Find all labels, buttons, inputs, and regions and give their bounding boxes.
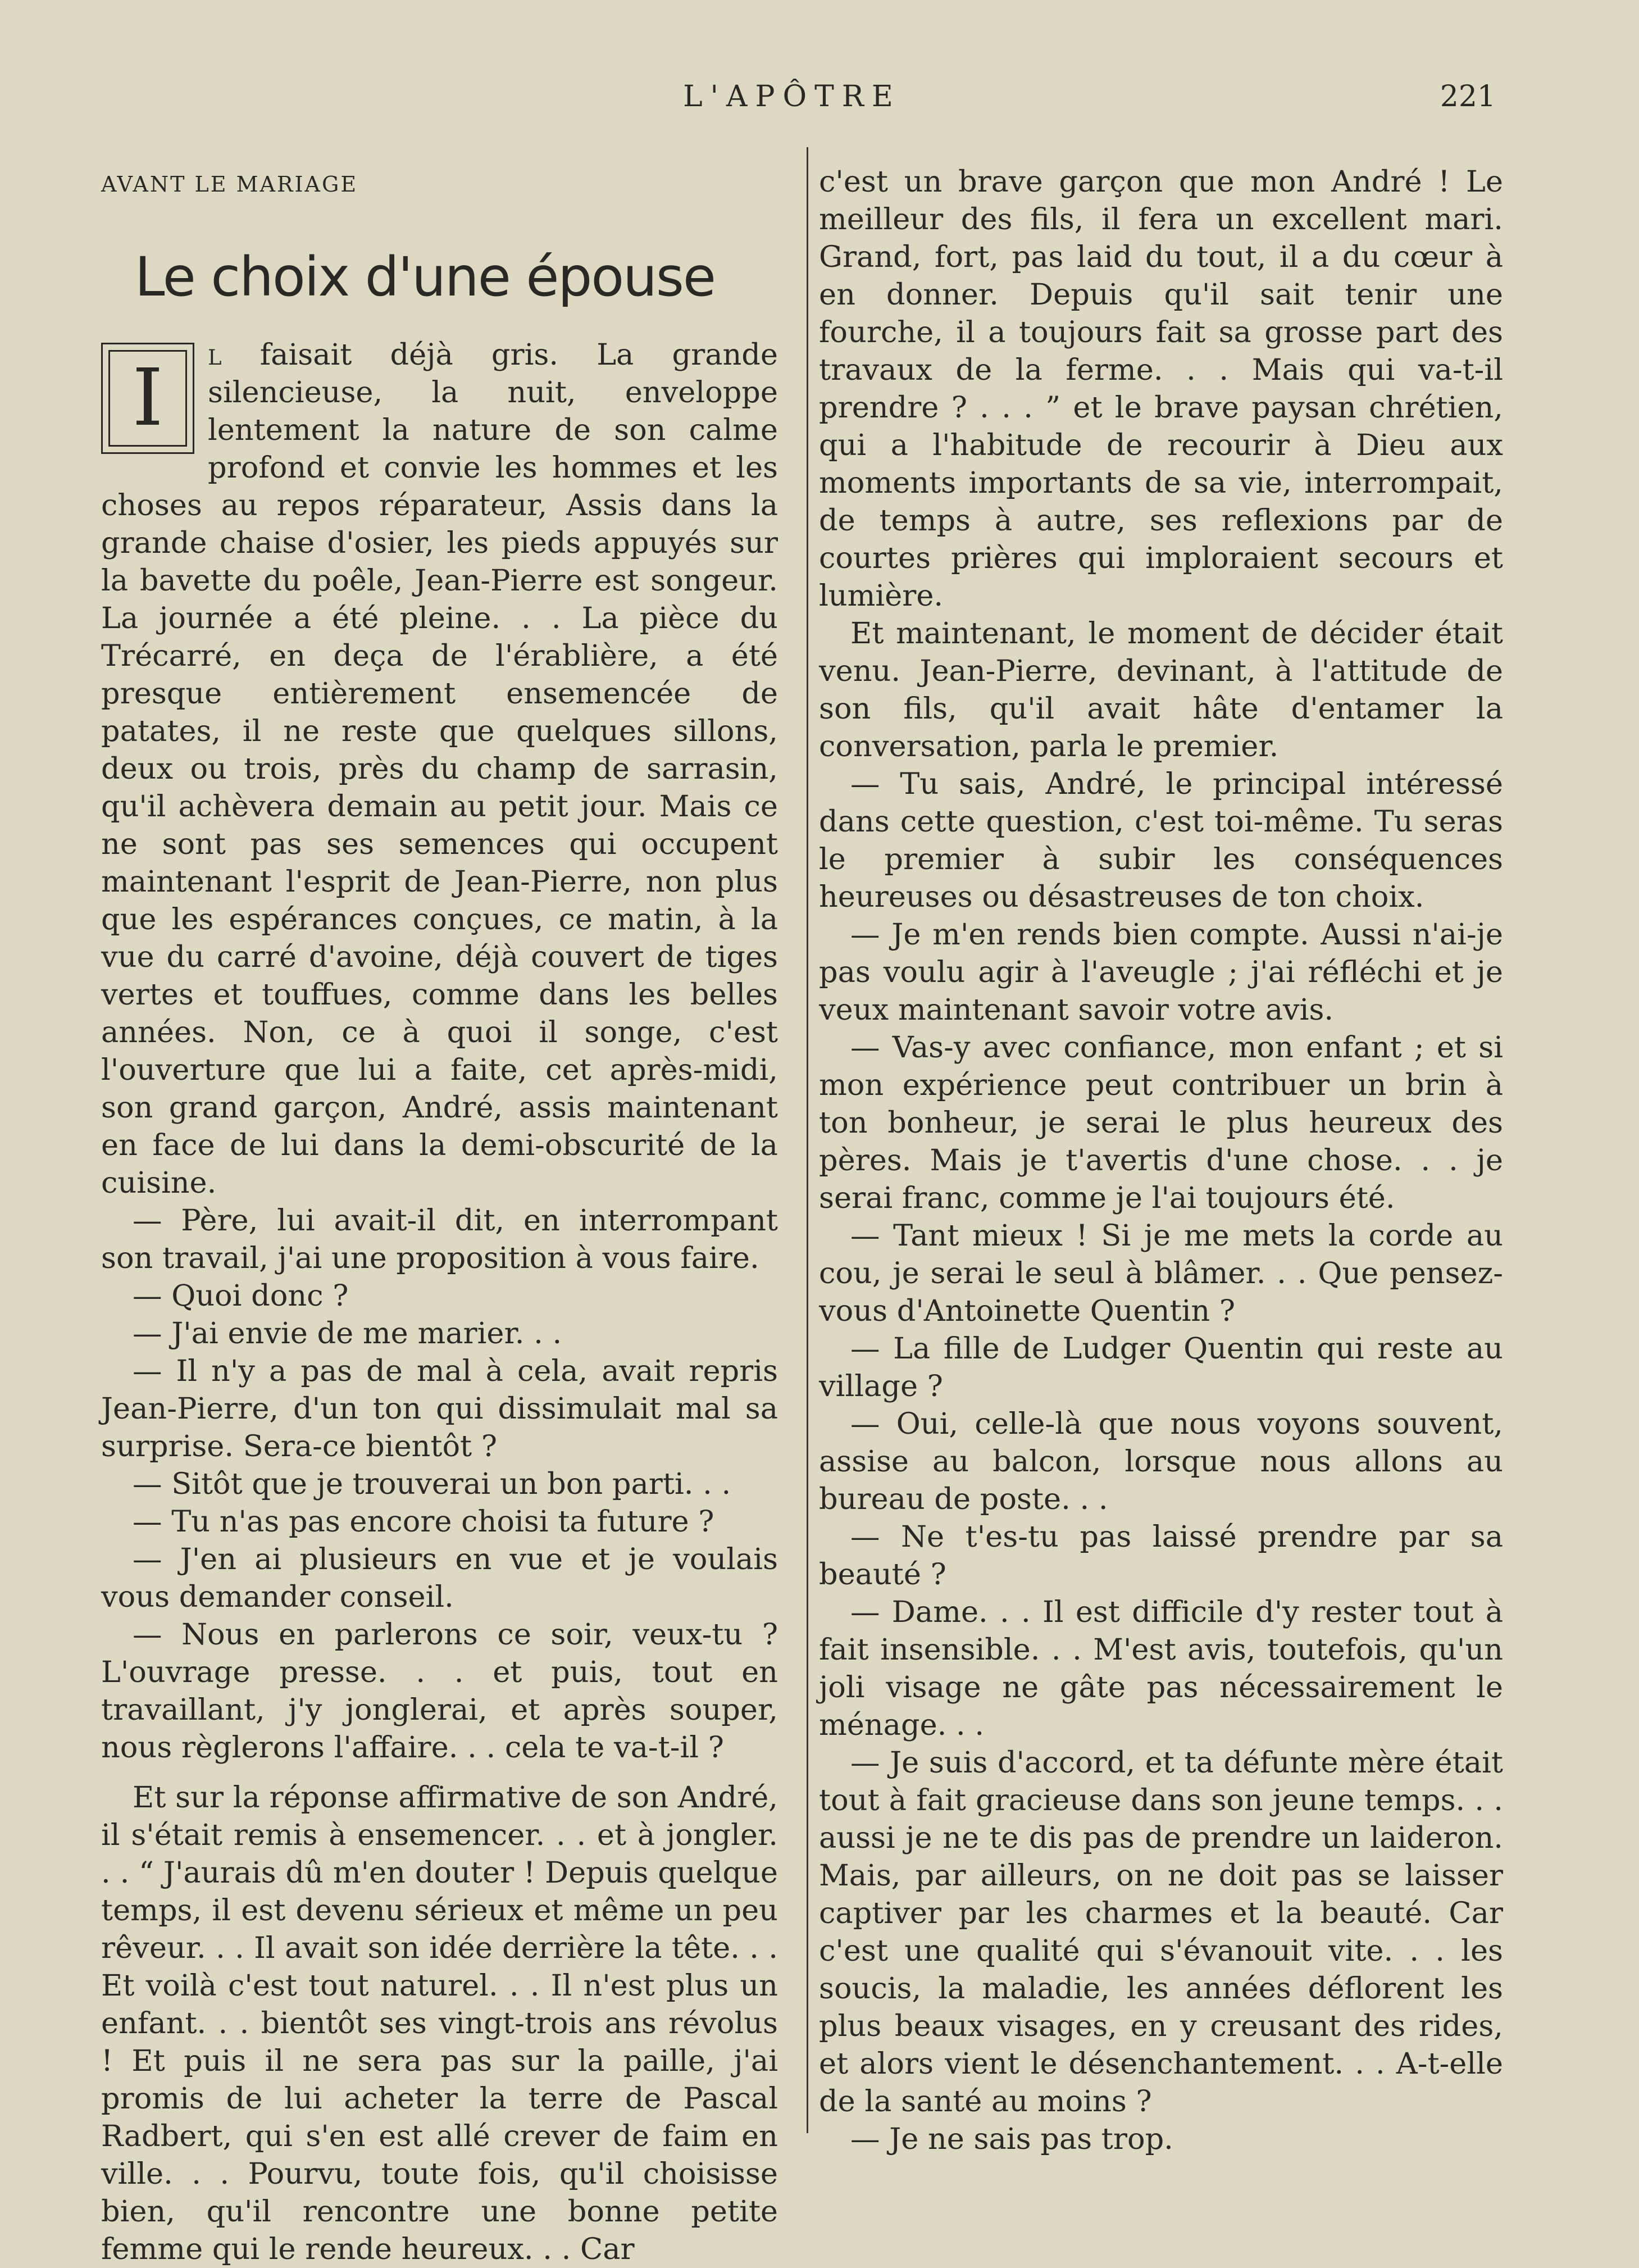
right-column: [819, 163, 1503, 2158]
paragraph: — Oui, celle-là que nous voyons souvent, assise au balcon, lorsque nous allons au bureau de poste. . .: [819, 1407, 1503, 1516]
article-title: Le choix d'une épouse: [135, 246, 715, 308]
paragraph: — J'en ai plusieurs en vue et je voulais vous demander conseil.: [101, 1542, 778, 1614]
paragraph: — Je ne sais pas trop.: [850, 2122, 1173, 2156]
running-title: L'APÔTRE: [683, 80, 901, 113]
paragraph: — Tu n'as pas encore choisi ta future ?: [133, 1505, 714, 1539]
paragraph: — Quoi donc ?: [133, 1279, 349, 1313]
paragraph: — Nous en parlerons ce soir, veux-tu ? L'ouvrage presse. . . et puis, tout en travaillant, j'y jonglerai, et après souper, nous règlerons l'affaire. . . cela te va-t-il ?: [101, 1617, 778, 1765]
paragraph: — Ne t'es-tu pas laissé prendre par sa beauté ?: [819, 1520, 1503, 1592]
paragraph: — Je m'en rends bien compte. Aussi n'ai-je pas voulu agir à l'aveugle ; j'ai réfléchi et je veux maintenant savoir votre avis.: [819, 917, 1503, 1027]
paragraph: I l faisait déjà gris. La grande silencieuse, la nuit, enveloppe lentement la nature de son calme profond et convie les hommes et les choses au repos réparateur, Assis dans la grande chaise d'osier, les pieds appuyés sur la bavette du poêle, Jean-Pierre est songeur. La journée a été pleine. . . La pièce du Trécarré, en deça de l'érablière, a été presque entièrement ensemencée de patates, il ne reste que quelques sillons, deux ou trois, près du champ de sarrasin, qu'il achèvera demain au petit jour. Mais ce ne sont pas ses semences qui occupent maintenant l'esprit de Jean-Pierre, non plus que les espérances conçues, ce matin, à la vue du carré d'avoine, déjà couvert de tiges vertes et touffues, comme dans les belles années. Non, ce à quoi il songe, c'est l'ouverture que lui a faite, cet après-midi, son grand garçon, André, assis maintenant en face de lui dans la demi-obscurité de la cuisine.: [101, 338, 778, 1200]
drop-cap: I: [101, 343, 194, 454]
paragraph: — Dame. . . Il est difficile d'y rester tout à fait insensible. . . M'est avis, toutefois, qu'un joli visage ne gâte pas nécessairement le ménage. . .: [819, 1595, 1503, 1742]
paragraph: c'est un brave garçon que mon André ! Le meilleur des fils, il fera un excellent mari. Grand, fort, pas laid du tout, il a du cœur à en donner. Depuis qu'il sait tenir une fourche, il a toujours fait sa grosse part des travaux de la ferme. . . Mais qui va-t-il prendre ? . . . ” et le brave paysan chrétien, qui a l'habitude de recourir à Dieu aux moments importants de sa vie, interrompait, de temps à autre, ses reflexions par de courtes prières qui imploraient secours et lumière.: [819, 165, 1503, 613]
paragraph: — Tu sais, André, le principal intéressé dans cette question, c'est toi-même. Tu seras le premier à subir les conséquences heureuses ou désastreuses de ton choix.: [819, 767, 1503, 914]
paragraph: — Je suis d'accord, et ta défunte mère était tout à fait gracieuse dans son jeune temps. . . aussi je ne te dis pas de prendre un laideron. Mais, par ailleurs, on ne doit pas se laisser captiver par les charmes et la beauté. Car c'est une qualité qui s'évanouit vite. . . les soucis, la maladie, les années déflorent les plus beaux visages, en y creusant des rides, et alors vient le désenchantement. . . A-t-elle de la santé au moins ?: [819, 1746, 1503, 2119]
section-label: AVANT LE MARIAGE: [101, 172, 358, 197]
page-number: 221: [1440, 80, 1496, 113]
paragraph: Et sur la réponse affirmative de son André, il s'était remis à ensemencer. . . et à jongler. . . “ J'aurais dû m'en douter ! Depuis quelque temps, il est devenu sérieux et même un peu rêveur. . . Il avait son idée derrière la tête. . . Et voilà c'est tout naturel. . . Il n'est plus un enfant. . . bientôt ses vingt-trois ans révolus ! Et puis il ne sera pas sur la paille, j'ai promis de lui acheter la terre de Pascal Radbert, qui s'en est allé crever de faim en ville. . . Pourvu, toute fois, qu'il choisisse bien, qu'il rencontre une bonne petite femme qui le rende heureux. . . Car: [101, 1780, 778, 2266]
paragraph: — Père, lui avait-il dit, en interrompant son travail, j'ai une proposition à vous faire.: [101, 1203, 778, 1275]
paragraph: — Tant mieux ! Si je me mets la corde au cou, je serai le seul à blâmer. . . Que pensez-vous d'Antoinette Quentin ?: [819, 1219, 1503, 1328]
column-divider: [807, 147, 808, 2133]
paragraph: — La fille de Ludger Quentin qui reste au village ?: [819, 1331, 1503, 1403]
paragraph: — Il n'y a pas de mal à cela, avait repris Jean-Pierre, d'un ton qui dissimulait mal sa surprise. Sera-ce bientôt ?: [101, 1354, 778, 1463]
paragraph: — Sitôt que je trouverai un bon parti. . .: [133, 1467, 731, 1501]
paragraph: Et maintenant, le moment de décider était venu. Jean-Pierre, devinant, à l'attitude de son fils, qu'il avait hâte d'entamer la conversation, parla le premier.: [819, 616, 1503, 763]
first-word-rest: l: [208, 338, 222, 372]
left-column: [101, 163, 778, 2268]
paragraph: — J'ai envie de me marier. . .: [133, 1316, 562, 1351]
paragraph: — Vas-y avec confiance, mon enfant ; et si mon expérience peut contribuer un brin à ton bonheur, je serai le plus heureux des pères. Mais je t'avertis d'une chose. . . je serai franc, comme je l'ai toujours été.: [819, 1030, 1503, 1215]
